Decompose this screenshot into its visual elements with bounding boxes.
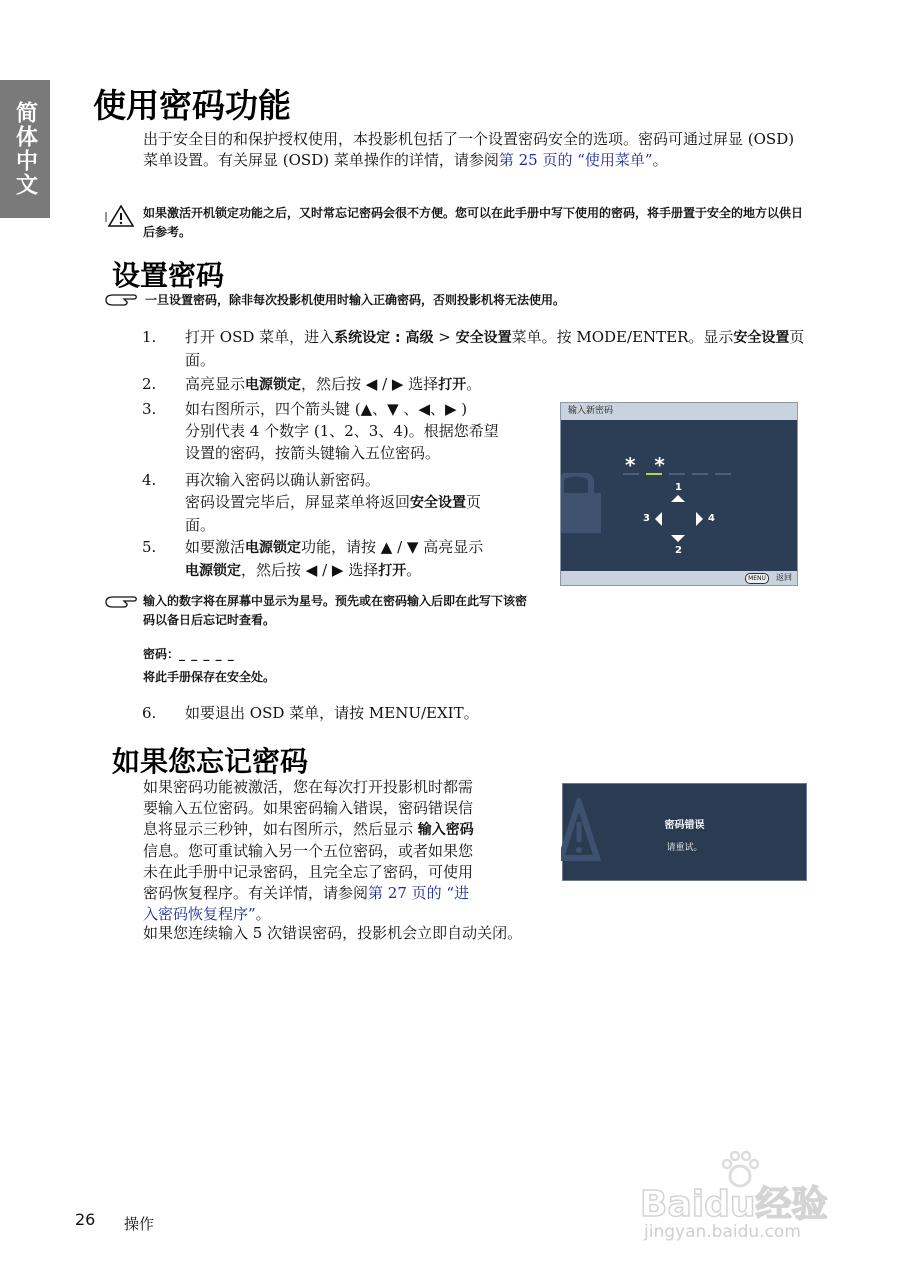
step-number: 1. xyxy=(142,328,157,346)
step-text: ，然后按 ◀ / ▶ 选择 xyxy=(301,375,439,393)
digit-up: 1 xyxy=(675,482,682,493)
arrow-down-icon xyxy=(671,535,685,543)
step-line: 再次输入密码以确认新密码。 xyxy=(185,471,381,489)
error-title: 密码错误 xyxy=(664,820,705,831)
arrow-up-icon xyxy=(671,495,685,503)
para-line: 如果密码功能被激活，您在每次打开投影机时都需 xyxy=(143,778,474,796)
step-line: 分别代表 4 个数字 (1、2、3、4)。根据您希望 xyxy=(185,422,499,440)
page-number: 26 xyxy=(75,1210,96,1229)
menu-button: MENU xyxy=(745,573,769,584)
intro-paragraph xyxy=(143,129,803,171)
para-line: 要输入五位密码。如果密码输入错误，密码错误信 xyxy=(143,799,474,817)
para-line: 信息。您可重试输入另一个五位密码，或者如果您 xyxy=(143,842,474,860)
step-line: 设置的密码，按箭头键输入五位密码。 xyxy=(185,444,441,462)
watermark-url: jingyan.baidu.com xyxy=(644,1222,801,1242)
step-text: 。 xyxy=(406,561,422,579)
section-heading-set-password: 设置密码 xyxy=(112,259,225,292)
password-line xyxy=(143,645,235,664)
step-text: 打开 OSD 菜单，进入 xyxy=(185,328,335,346)
step-3 xyxy=(142,398,542,468)
step-line: 如右图所示，四个箭头键 (▲、▼ 、◀、▶ ) xyxy=(185,400,468,418)
warning-icon xyxy=(561,798,601,868)
recovery-link-part2[interactable]: 入密码恢复程序” xyxy=(143,905,256,923)
keep-safe-text: 将此手册保存在安全处。 xyxy=(143,670,276,684)
step-text: 密码设置完毕后，屏显菜单将返回 xyxy=(185,493,411,511)
step-bold: 安全设置 xyxy=(410,495,467,511)
step-number: 4. xyxy=(142,471,157,489)
step-text: 菜单。按 MODE/ENTER。显示 xyxy=(511,328,734,346)
pointing-hand-icon xyxy=(104,291,140,309)
step-5 xyxy=(142,536,542,582)
auto-shutdown-text: 如果您连续输入 5 次错误密码，投影机会立即自动关闭。 xyxy=(143,924,523,942)
error-subtitle: 请重试。 xyxy=(666,843,703,853)
arrow-left-icon xyxy=(655,512,663,526)
step-bold: 打开 xyxy=(438,377,467,393)
forgot-password-paragraph xyxy=(143,777,553,925)
password-label: 密码： xyxy=(143,647,180,661)
digit-down: 2 xyxy=(675,545,682,556)
digit-left: 3 xyxy=(643,513,650,524)
step-text: 如要激活 xyxy=(185,538,246,556)
para-text: 息将显示三秒钟，如右图所示，然后显示 xyxy=(143,820,414,838)
step-number: 3. xyxy=(142,400,157,418)
step-bold: 安全设置 xyxy=(455,330,512,346)
section-heading-forgot-password: 如果您忘记密码 xyxy=(112,745,309,778)
page-title: 使用密码功能 xyxy=(93,86,291,125)
step-text: > xyxy=(433,328,456,346)
note-asterisks: 输入的数字将在屏幕中显示为星号。预先或在密码输入后即在此写下该密码以备日后忘记时查看。 xyxy=(143,594,528,627)
step-2 xyxy=(142,373,812,395)
step-number: 5. xyxy=(142,538,157,556)
step-text: 页 xyxy=(466,493,482,511)
step-bold: 打开 xyxy=(378,563,407,579)
footer-section: 操作 xyxy=(124,1215,155,1233)
digit-right: 4 xyxy=(708,513,715,524)
step-text: 高亮显示 xyxy=(185,375,246,393)
osd-password-error-screen xyxy=(562,783,807,881)
intro-text: 出于安全目的和保护授权使用，本投影机包括了一个设置密码安全的选项。密码可通过屏显 (OSD) 菜单设置。有关屏显 (OSD) 菜单操作的详情，请参阅 xyxy=(143,130,795,169)
password-blank: _ _ _ _ _ xyxy=(179,647,235,661)
para-text: 密码恢复程序。有关详情，请参阅 xyxy=(143,884,369,902)
para-bold: 输入密码 xyxy=(417,822,474,838)
step-text: ，然后按 ◀ / ▶ 选择 xyxy=(241,561,379,579)
pointing-hand-icon xyxy=(104,593,140,611)
arrow-right-icon xyxy=(695,512,703,526)
password-slots xyxy=(623,471,743,477)
step-text: 功能，请按 ▲ / ▼ 高亮显示 xyxy=(301,538,484,556)
step-text: 页面。 xyxy=(185,328,805,369)
osd-bottom-bar xyxy=(561,571,797,585)
step-6 xyxy=(142,702,812,724)
padlock-icon xyxy=(561,473,621,543)
osd-title: 输入新密码 xyxy=(561,403,797,420)
watermark-brand: Baidu经验 xyxy=(640,1184,828,1225)
step-bold: 电源锁定 xyxy=(245,377,302,393)
warning-text: 如果激活开机锁定功能之后，又时常忘记密码会很不方便。您可以在此手册中写下使用的密码，将手册置于安全的地方以供日后参考。 xyxy=(143,206,804,239)
note-set-password: 一旦设置密码，除非每次投影机使用时输入正确密码，否则投影机将无法使用。 xyxy=(145,293,566,307)
recovery-link-part1[interactable]: 第 27 页的 “进 xyxy=(368,884,470,902)
step-line xyxy=(185,491,545,514)
baidu-watermark xyxy=(640,1150,860,1250)
step-text: 。 xyxy=(466,375,482,393)
para-text: 。 xyxy=(255,905,271,923)
step-text: 如要退出 OSD 菜单，请按 MENU/EXIT。 xyxy=(185,704,479,722)
step-bold: 系统设定 : 高级 xyxy=(334,330,434,346)
step-bold: 电源锁定 xyxy=(185,563,241,579)
step-number: 6. xyxy=(142,704,157,722)
warning-icon xyxy=(104,204,134,228)
step-number: 2. xyxy=(142,375,157,393)
language-tab: 简体中文 xyxy=(0,80,50,218)
para-line xyxy=(143,819,553,841)
intro-end: 。 xyxy=(652,151,668,169)
step-4 xyxy=(142,469,542,535)
para-line xyxy=(143,904,553,925)
osd-new-password-screen xyxy=(560,402,798,586)
step-line: 面。 xyxy=(185,516,216,534)
para-line: 未在此手册中记录密码，且完全忘了密码，可使用 xyxy=(143,863,474,881)
password-stars: * * xyxy=(625,453,671,477)
step-1 xyxy=(142,326,812,372)
step-bold: 电源锁定 xyxy=(245,540,302,556)
para-line xyxy=(143,883,553,904)
step-bold: 安全设置 xyxy=(733,330,790,346)
back-label: 返回 xyxy=(776,573,792,582)
intro-link[interactable]: 第 25 页的 “使用菜单” xyxy=(498,151,653,169)
